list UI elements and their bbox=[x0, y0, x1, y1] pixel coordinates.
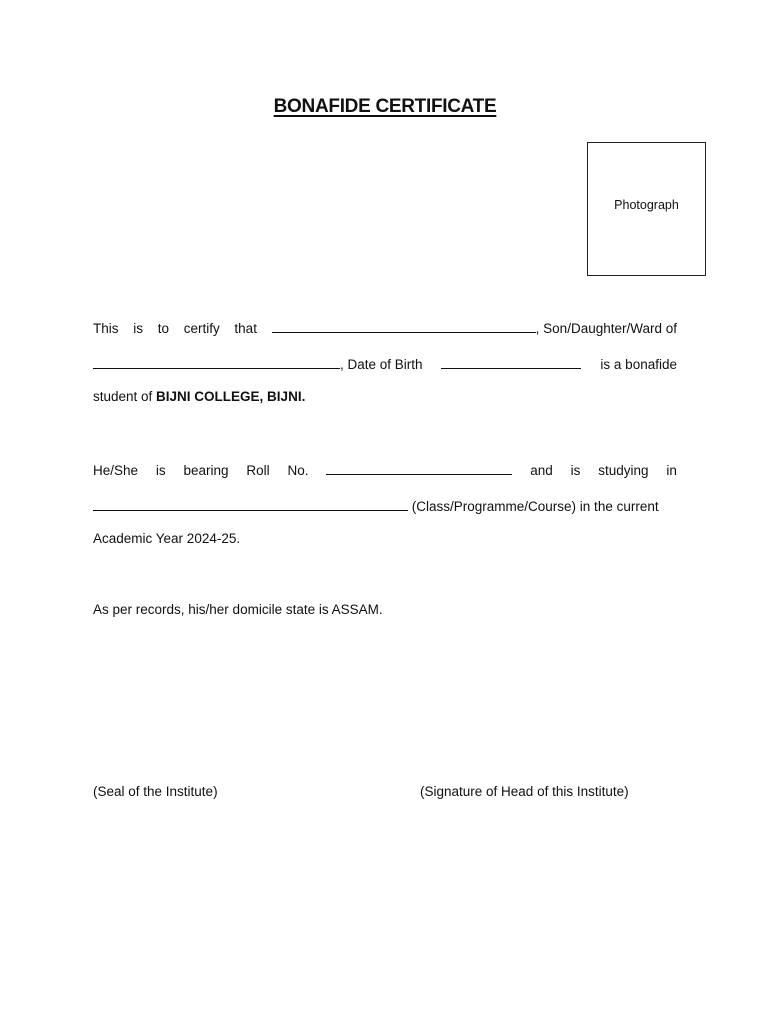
roll-word: Roll bbox=[246, 463, 270, 478]
roll-word: No. bbox=[287, 463, 309, 478]
roll-word: studying bbox=[598, 463, 649, 478]
certify-word: that bbox=[234, 321, 257, 336]
roll-line-1 bbox=[93, 460, 677, 478]
roll-line-2 bbox=[93, 496, 677, 514]
roll-word: bearing bbox=[183, 463, 229, 478]
class-programme-text: (Class/Programme/Course) in the current bbox=[411, 499, 659, 514]
student-of-text: student of bbox=[93, 389, 157, 404]
roll-word: He/She bbox=[93, 463, 139, 478]
class-programme-blank[interactable] bbox=[93, 496, 408, 511]
roll-word: in bbox=[666, 463, 677, 478]
certify-line-1 bbox=[93, 318, 677, 336]
certificate-title-text: BONAFIDE CERTIFICATE bbox=[273, 96, 497, 117]
certify-line-3 bbox=[93, 389, 677, 404]
bonafide-text: is a bonafide bbox=[600, 357, 677, 372]
certify-word: is bbox=[133, 321, 143, 336]
photograph-box bbox=[587, 142, 706, 276]
roll-word: and bbox=[530, 463, 553, 478]
date-of-birth-label: , Date of Birth bbox=[340, 357, 423, 372]
certify-word: to bbox=[157, 321, 169, 336]
roll-word: is bbox=[570, 463, 581, 478]
photograph-label: Photograph bbox=[614, 198, 679, 212]
certify-line-2 bbox=[93, 354, 677, 372]
roll-number-blank[interactable] bbox=[326, 460, 512, 475]
date-of-birth-blank[interactable] bbox=[441, 354, 581, 369]
student-name-blank[interactable] bbox=[272, 318, 536, 333]
certificate-title bbox=[0, 96, 770, 118]
certify-word: This bbox=[93, 321, 119, 336]
signature-label: (Signature of Head of this Institute) bbox=[420, 784, 629, 799]
certify-word: certify bbox=[183, 321, 220, 336]
seal-label: (Seal of the Institute) bbox=[93, 784, 218, 799]
guardian-name-blank[interactable] bbox=[93, 354, 340, 369]
roll-word: is bbox=[155, 463, 166, 478]
domicile-line: As per records, his/her domicile state is ASSAM. bbox=[93, 602, 383, 617]
academic-year-line: Academic Year 2024-25. bbox=[93, 531, 241, 546]
ward-of-text: , Son/Daughter/Ward of bbox=[535, 321, 677, 336]
college-name: BIJNI COLLEGE, BIJNI. bbox=[156, 389, 306, 404]
